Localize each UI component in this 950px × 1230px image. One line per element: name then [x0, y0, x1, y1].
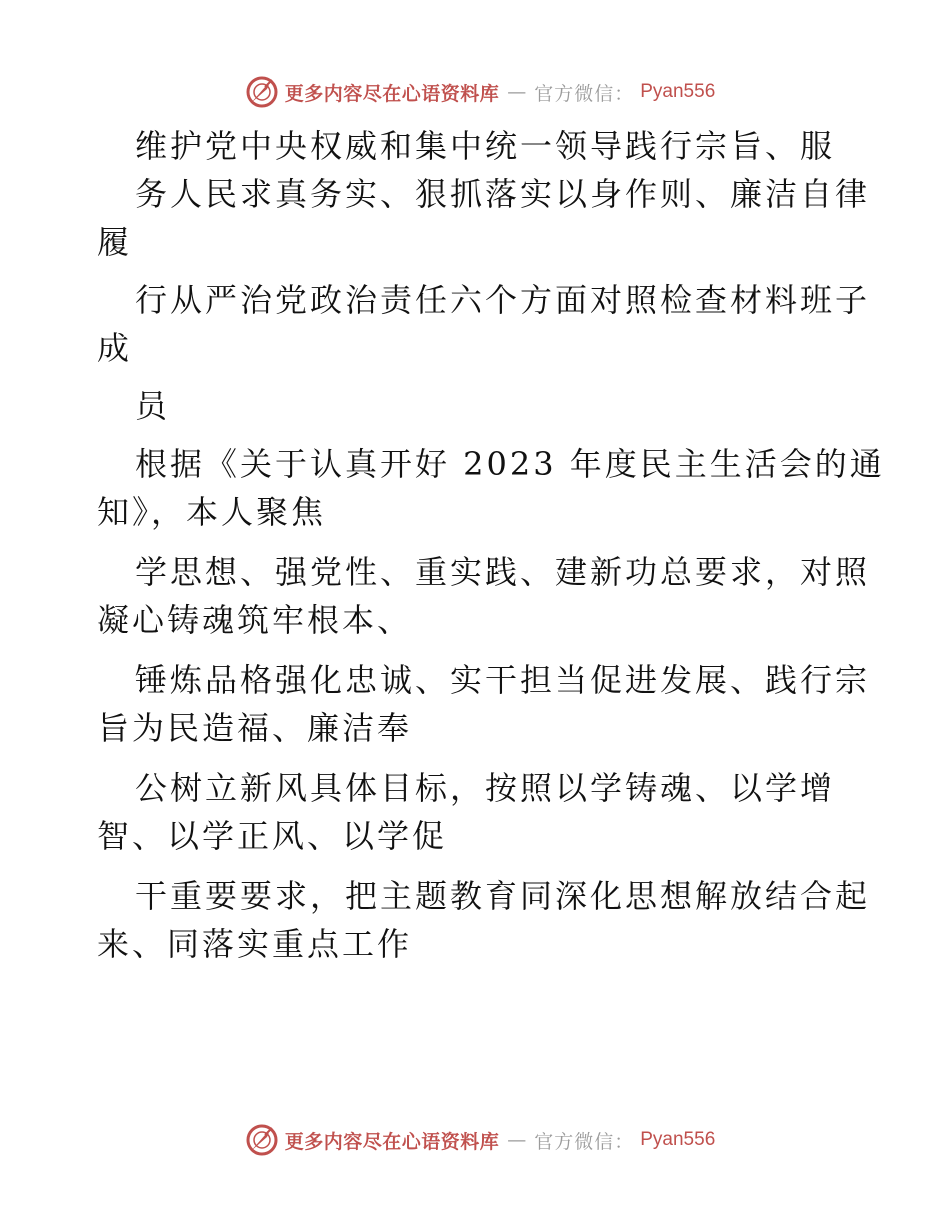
watermark-group: [235, 1123, 716, 1157]
text-line: 学思想、强党性、重实践、建新功总要求，对照: [135, 553, 871, 591]
watermark-brand-text: 更多内容尽在心语资料库: [284, 82, 500, 105]
footer-watermark: [0, 1120, 950, 1160]
spacer: [97, 752, 857, 764]
spacer: [97, 860, 857, 872]
spacer: [97, 536, 857, 548]
text-line: 知》，本人聚焦: [97, 493, 327, 531]
watermark-wechat-id: Pyan556: [640, 81, 716, 102]
feather-pen-circle-icon: [245, 75, 279, 109]
text-line: 来、同落实重点工作: [97, 925, 413, 963]
paragraph: [97, 382, 857, 430]
spacer: [97, 644, 857, 656]
spacer: [97, 266, 857, 276]
paragraph: [97, 764, 857, 860]
paragraph: [97, 122, 857, 170]
paragraph: [97, 276, 871, 372]
paragraph: [97, 170, 871, 266]
watermark-official-text: 官方微信：: [534, 1130, 635, 1153]
text-line: 干重要要求，把主题教育同深化思想解放结合起: [135, 877, 871, 915]
paragraph: [97, 440, 885, 536]
text-line: 履: [97, 223, 133, 261]
watermark-dash: —: [507, 81, 527, 103]
text-line: 根据《关于认真开好 2023 年度民主生活会的通: [135, 445, 885, 483]
text-line: 成: [97, 329, 133, 367]
paragraph: [97, 656, 871, 752]
text-line: 员: [135, 387, 171, 425]
watermark-official-text: 官方微信：: [534, 82, 635, 105]
text-line: 凝心铸魂筑牢根本、: [97, 601, 413, 639]
spacer: [97, 430, 857, 440]
text-line: 旨为民造福、廉洁奉: [97, 709, 413, 747]
text-line: 维护党中央权威和集中统一领导践行宗旨、服: [135, 127, 836, 165]
header-watermark: [0, 72, 950, 112]
watermark-wechat-id: Pyan556: [640, 1129, 716, 1150]
feather-pen-circle-icon: [245, 1123, 279, 1157]
paragraph: [97, 872, 871, 968]
text-line: 锤炼品格强化忠诚、实干担当促进发展、践行宗: [135, 661, 871, 699]
paragraph: [97, 548, 871, 644]
watermark-group: [235, 75, 716, 109]
watermark-dash: —: [507, 1129, 527, 1151]
text-line: 智、以学正风、以学促: [97, 817, 448, 855]
document-body: [97, 122, 885, 968]
text-line: 务人民求真务实、狠抓落实以身作则、廉洁自律: [135, 175, 871, 213]
text-line: 公树立新风具体目标，按照以学铸魂、以学增: [135, 769, 836, 807]
spacer: [97, 372, 857, 382]
text-line: 行从严治党政治责任六个方面对照检查材料班子: [135, 281, 871, 319]
watermark-brand-text: 更多内容尽在心语资料库: [284, 1130, 500, 1153]
